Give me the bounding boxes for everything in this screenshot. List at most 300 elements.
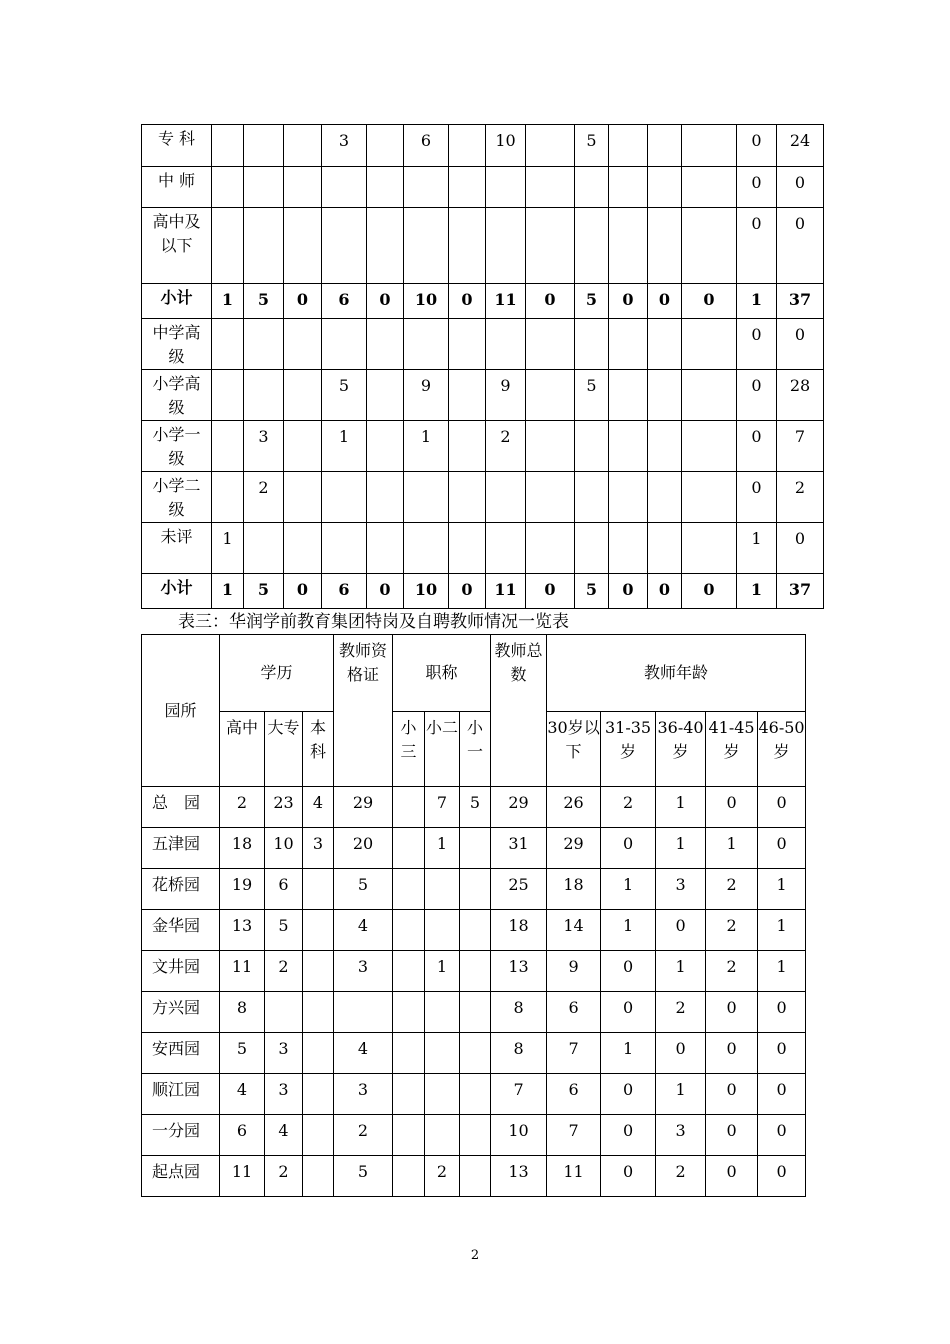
table-cell: 14: [547, 910, 601, 951]
table-cell: 4: [303, 787, 334, 828]
table-cell: 0: [737, 208, 777, 284]
table-cell: [212, 167, 244, 208]
table-cell: [682, 472, 737, 523]
table-cell: 0: [758, 992, 806, 1033]
table-cell: [393, 1074, 425, 1115]
row-label: 小学二级: [142, 472, 212, 523]
row-label: 高中及以下: [142, 208, 212, 284]
table-cell: 0: [609, 574, 648, 609]
garden-name: 安西园: [142, 1033, 220, 1074]
table-cell: [303, 1115, 334, 1156]
table-cell: [460, 992, 491, 1033]
table-row: [142, 574, 824, 609]
table-cell: [486, 208, 526, 284]
table-cell: [303, 951, 334, 992]
table-cell: 29: [547, 828, 601, 869]
table-cell: 0: [656, 910, 706, 951]
table-cell: [648, 523, 682, 574]
table-cell: [393, 787, 425, 828]
table-cell: 11: [486, 574, 526, 609]
table-cell: [460, 910, 491, 951]
table-cell: [449, 167, 486, 208]
teacher-summary-table: [141, 124, 824, 609]
table-cell: [404, 208, 449, 284]
table-cell: 6: [547, 992, 601, 1033]
table-cell: [367, 370, 404, 421]
table-cell: [648, 167, 682, 208]
table-cell: [284, 421, 322, 472]
table-cell: 0: [737, 472, 777, 523]
table-cell: [648, 421, 682, 472]
table-row: [142, 1033, 806, 1074]
table-cell: [244, 125, 284, 167]
table-cell: 3: [265, 1033, 303, 1074]
table-cell: 4: [220, 1074, 265, 1115]
table-cell: [303, 910, 334, 951]
table-cell: 1: [758, 869, 806, 910]
table-row: [142, 951, 806, 992]
table-cell: 19: [220, 869, 265, 910]
table-cell: 0: [601, 1074, 656, 1115]
table-cell: 6: [404, 125, 449, 167]
table-cell: 2: [265, 951, 303, 992]
table-cell: 3: [322, 125, 367, 167]
table-cell: 5: [575, 574, 609, 609]
table-cell: 0: [682, 574, 737, 609]
table-cell: 11: [220, 951, 265, 992]
garden-name: 起点园: [142, 1156, 220, 1197]
table-cell: 0: [758, 828, 806, 869]
table-cell: 0: [706, 787, 758, 828]
table-cell: 37: [777, 574, 824, 609]
table-cell: [303, 1033, 334, 1074]
table-cell: 4: [334, 1033, 393, 1074]
table-cell: 4: [265, 1115, 303, 1156]
row-label: 小学高级: [142, 370, 212, 421]
table-cell: [284, 125, 322, 167]
header-certificate: 教师资格证: [334, 635, 393, 787]
table-cell: 1: [425, 828, 460, 869]
table-cell: 5: [460, 787, 491, 828]
table-cell: 1: [737, 523, 777, 574]
table-cell: [212, 319, 244, 370]
table-cell: [367, 319, 404, 370]
table-cell: 0: [656, 1033, 706, 1074]
table-cell: 1: [404, 421, 449, 472]
table-cell: 5: [244, 284, 284, 319]
table-cell: 5: [575, 284, 609, 319]
table-cell: 0: [706, 992, 758, 1033]
garden-name: 五津园: [142, 828, 220, 869]
table-cell: [460, 1156, 491, 1197]
table-cell: [648, 208, 682, 284]
table-cell: [575, 472, 609, 523]
table-cell: 1: [656, 1074, 706, 1115]
table-cell: 6: [265, 869, 303, 910]
table-cell: 0: [737, 370, 777, 421]
table-cell: 2: [777, 472, 824, 523]
table-cell: 0: [367, 284, 404, 319]
table-cell: [648, 472, 682, 523]
table-cell: [460, 1033, 491, 1074]
table-cell: 28: [777, 370, 824, 421]
table-cell: 10: [486, 125, 526, 167]
table-cell: [449, 523, 486, 574]
table-cell: 5: [220, 1033, 265, 1074]
table-cell: [526, 370, 575, 421]
row-label: 未评: [142, 523, 212, 574]
table-cell: [425, 869, 460, 910]
table-cell: [284, 370, 322, 421]
garden-name: 文井园: [142, 951, 220, 992]
table-cell: 5: [575, 370, 609, 421]
table-cell: 24: [777, 125, 824, 167]
table-cell: [303, 1074, 334, 1115]
table-cell: [526, 421, 575, 472]
table-cell: [648, 319, 682, 370]
table-cell: 2: [656, 1156, 706, 1197]
table-cell: [575, 208, 609, 284]
row-label: 小学一级: [142, 421, 212, 472]
table-cell: 2: [220, 787, 265, 828]
table-row: [142, 1156, 806, 1197]
row-label: 小计: [142, 284, 212, 319]
table-cell: 3: [244, 421, 284, 472]
table-cell: 0: [737, 319, 777, 370]
table-cell: [322, 472, 367, 523]
table-cell: [404, 472, 449, 523]
table-cell: [212, 125, 244, 167]
table-cell: 37: [777, 284, 824, 319]
table-cell: 0: [706, 1033, 758, 1074]
table-row: [142, 208, 824, 284]
table-cell: 1: [737, 574, 777, 609]
table-cell: [449, 319, 486, 370]
table-cell: [284, 167, 322, 208]
header-title-sub: 小一: [460, 712, 491, 787]
table-cell: 5: [575, 125, 609, 167]
table-cell: 13: [491, 951, 547, 992]
table-cell: 18: [547, 869, 601, 910]
header-title: 职称: [393, 635, 491, 712]
table-cell: 1: [656, 828, 706, 869]
table-row: [142, 828, 806, 869]
table-cell: 2: [706, 910, 758, 951]
table-cell: 7: [547, 1115, 601, 1156]
table-cell: 6: [547, 1074, 601, 1115]
header-garden: 园所: [142, 635, 220, 787]
table-cell: 26: [547, 787, 601, 828]
table-cell: 0: [682, 284, 737, 319]
table-cell: 1: [601, 1033, 656, 1074]
table-cell: 0: [449, 284, 486, 319]
table-cell: [425, 910, 460, 951]
header-education: 学历: [220, 635, 334, 712]
table-cell: [682, 167, 737, 208]
table-cell: 5: [334, 869, 393, 910]
table-cell: 0: [777, 208, 824, 284]
table-cell: [526, 319, 575, 370]
table-cell: [212, 472, 244, 523]
table-cell: 1: [706, 828, 758, 869]
table-cell: 5: [244, 574, 284, 609]
table-cell: [244, 370, 284, 421]
table-cell: 4: [334, 910, 393, 951]
table-cell: 29: [491, 787, 547, 828]
table-cell: [425, 1115, 460, 1156]
table-cell: 0: [648, 574, 682, 609]
table-cell: [609, 208, 648, 284]
table-row: [142, 370, 824, 421]
table-cell: [526, 167, 575, 208]
table-cell: [334, 992, 393, 1033]
table-cell: [460, 1115, 491, 1156]
table-cell: [460, 869, 491, 910]
table-cell: [682, 208, 737, 284]
header-age: 教师年龄: [547, 635, 806, 712]
table-cell: 0: [706, 1115, 758, 1156]
table-cell: 3: [656, 869, 706, 910]
table-cell: [460, 1074, 491, 1115]
table-cell: 0: [367, 574, 404, 609]
table-cell: [575, 523, 609, 574]
header-age-sub: 31-35岁: [601, 712, 656, 787]
table-cell: [449, 421, 486, 472]
table-cell: [367, 208, 404, 284]
table-row: [142, 319, 824, 370]
table-row: [142, 167, 824, 208]
table-cell: 1: [425, 951, 460, 992]
table-cell: 0: [758, 1074, 806, 1115]
table-caption: 表三：华润学前教育集团特岗及自聘教师情况一览表: [178, 612, 569, 632]
table-cell: [244, 523, 284, 574]
table-row: [142, 125, 824, 167]
table-cell: 6: [220, 1115, 265, 1156]
table-cell: [404, 319, 449, 370]
table-cell: [526, 472, 575, 523]
table-cell: [322, 319, 367, 370]
table-cell: [404, 523, 449, 574]
table-cell: [367, 421, 404, 472]
table-cell: 1: [322, 421, 367, 472]
header-education-sub: 高中: [220, 712, 265, 787]
table-cell: 10: [491, 1115, 547, 1156]
table-cell: [393, 869, 425, 910]
table-cell: 9: [404, 370, 449, 421]
garden-name: 一分园: [142, 1115, 220, 1156]
table-cell: 11: [220, 1156, 265, 1197]
table-cell: 10: [265, 828, 303, 869]
table-cell: [393, 992, 425, 1033]
table-cell: [609, 421, 648, 472]
table-cell: 23: [265, 787, 303, 828]
table-cell: [244, 167, 284, 208]
table-cell: [526, 125, 575, 167]
table-cell: [212, 370, 244, 421]
table-cell: [425, 1033, 460, 1074]
table-row: [142, 284, 824, 319]
table-cell: 9: [486, 370, 526, 421]
table-cell: 0: [601, 1156, 656, 1197]
table-row: [142, 910, 806, 951]
table-cell: 1: [601, 910, 656, 951]
table-cell: [460, 951, 491, 992]
table-cell: 0: [601, 951, 656, 992]
table-cell: 0: [706, 1156, 758, 1197]
table-cell: 18: [220, 828, 265, 869]
table-cell: 2: [706, 869, 758, 910]
table-cell: 0: [601, 1115, 656, 1156]
table-cell: [682, 421, 737, 472]
table-cell: 10: [404, 284, 449, 319]
table-cell: [393, 1115, 425, 1156]
table-cell: 0: [737, 421, 777, 472]
table-cell: 0: [526, 284, 575, 319]
table-cell: [682, 523, 737, 574]
table-cell: 1: [737, 284, 777, 319]
table-cell: 5: [265, 910, 303, 951]
table-cell: [265, 992, 303, 1033]
table-cell: 18: [491, 910, 547, 951]
table-cell: [486, 472, 526, 523]
table-cell: [322, 523, 367, 574]
table-cell: [526, 208, 575, 284]
table-cell: [212, 421, 244, 472]
table-cell: [609, 472, 648, 523]
table-row: [142, 1115, 806, 1156]
row-label: 小计: [142, 574, 212, 609]
row-label: 中 师: [142, 167, 212, 208]
garden-name: 金华园: [142, 910, 220, 951]
table-cell: 1: [601, 869, 656, 910]
table-cell: [682, 370, 737, 421]
table-cell: [284, 208, 322, 284]
table-cell: 0: [284, 284, 322, 319]
table-cell: 3: [265, 1074, 303, 1115]
table-cell: 1: [758, 910, 806, 951]
table-cell: 2: [601, 787, 656, 828]
table-cell: [322, 208, 367, 284]
header-title-sub: 小二: [425, 712, 460, 787]
table-row: [142, 992, 806, 1033]
table-cell: [486, 167, 526, 208]
table-cell: [449, 370, 486, 421]
table-cell: [393, 828, 425, 869]
table-row: [142, 787, 806, 828]
table-cell: 2: [486, 421, 526, 472]
table-cell: [367, 125, 404, 167]
table-cell: 2: [706, 951, 758, 992]
table-cell: 3: [334, 951, 393, 992]
table-cell: 13: [220, 910, 265, 951]
table-cell: 8: [491, 992, 547, 1033]
table-cell: 3: [334, 1074, 393, 1115]
table-cell: 5: [334, 1156, 393, 1197]
table-cell: [425, 1074, 460, 1115]
table-cell: [322, 167, 367, 208]
table-cell: [367, 167, 404, 208]
special-post-teacher-table: [141, 634, 806, 1197]
header-education-sub: 大专: [265, 712, 303, 787]
header-age-sub: 41-45岁: [706, 712, 758, 787]
table-cell: [609, 167, 648, 208]
table-cell: [486, 319, 526, 370]
table-cell: [609, 319, 648, 370]
table-cell: 0: [777, 319, 824, 370]
garden-name: 方兴园: [142, 992, 220, 1033]
table-cell: [244, 319, 284, 370]
table-cell: [303, 1156, 334, 1197]
header-total: 教师总数: [491, 635, 547, 787]
table-cell: [244, 208, 284, 284]
table-cell: [449, 125, 486, 167]
row-label: 专 科: [142, 125, 212, 167]
table-cell: [284, 319, 322, 370]
table-cell: 1: [212, 574, 244, 609]
table-cell: [393, 910, 425, 951]
table-cell: 2: [425, 1156, 460, 1197]
table-cell: 7: [547, 1033, 601, 1074]
table-cell: 0: [737, 125, 777, 167]
table-cell: [609, 523, 648, 574]
garden-name: 总 园: [142, 787, 220, 828]
table-cell: 0: [648, 284, 682, 319]
table-cell: 2: [334, 1115, 393, 1156]
table-cell: 0: [777, 523, 824, 574]
table-cell: 1: [656, 787, 706, 828]
garden-name: 花桥园: [142, 869, 220, 910]
table-cell: 5: [322, 370, 367, 421]
table-cell: [682, 125, 737, 167]
table-cell: [303, 869, 334, 910]
table-cell: 6: [322, 574, 367, 609]
table-cell: [284, 523, 322, 574]
header-title-sub: 小三: [393, 712, 425, 787]
table-cell: [367, 472, 404, 523]
table-cell: [404, 167, 449, 208]
table-cell: 0: [737, 167, 777, 208]
table-cell: 1: [212, 284, 244, 319]
table-cell: 0: [601, 828, 656, 869]
garden-name: 顺江园: [142, 1074, 220, 1115]
header-age-sub: 46-50岁: [758, 712, 806, 787]
table-cell: 20: [334, 828, 393, 869]
table-row: [142, 472, 824, 523]
table-cell: 0: [758, 1033, 806, 1074]
table-cell: 9: [547, 951, 601, 992]
table-cell: 2: [656, 992, 706, 1033]
table-cell: 29: [334, 787, 393, 828]
table-cell: 0: [601, 992, 656, 1033]
table-cell: 6: [322, 284, 367, 319]
table-cell: 8: [491, 1033, 547, 1074]
table-cell: 7: [777, 421, 824, 472]
table-cell: 25: [491, 869, 547, 910]
table-cell: 31: [491, 828, 547, 869]
table-cell: 0: [526, 574, 575, 609]
table-cell: [648, 370, 682, 421]
table-cell: [460, 828, 491, 869]
table-cell: 0: [758, 1156, 806, 1197]
header-age-sub: 30岁以下: [547, 712, 601, 787]
table-cell: 3: [656, 1115, 706, 1156]
table-cell: 0: [777, 167, 824, 208]
table-cell: [575, 167, 609, 208]
table-row: [142, 421, 824, 472]
table-cell: 1: [656, 951, 706, 992]
table-cell: [393, 951, 425, 992]
table-cell: [682, 319, 737, 370]
